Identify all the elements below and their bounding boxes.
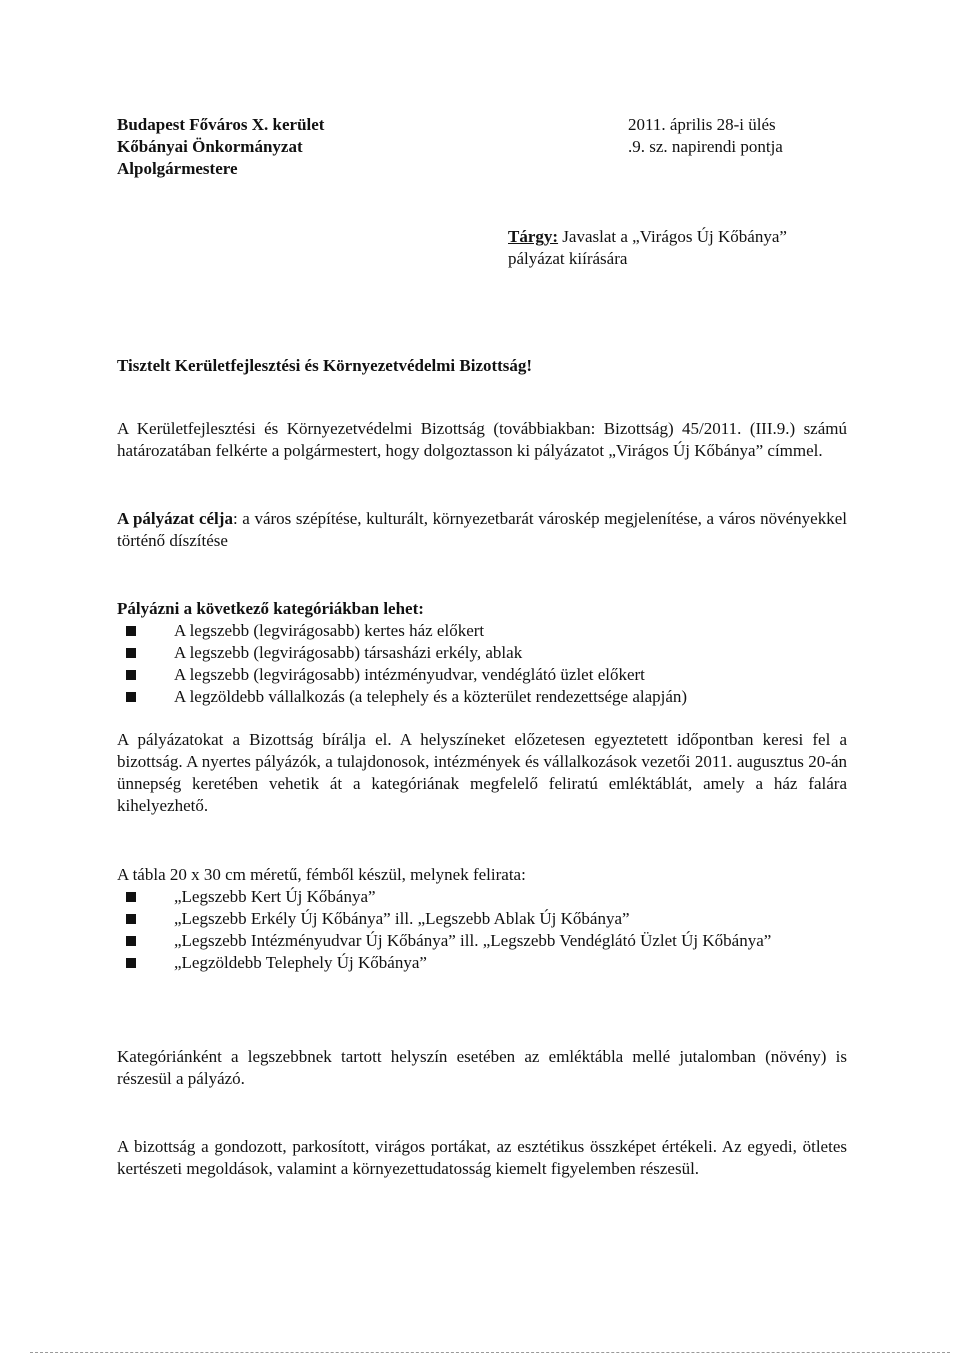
list-item: A legzöldebb vállalkozás (a telephely és a közterület rendezettsége alapján) xyxy=(117,686,847,708)
bullet-square-icon xyxy=(126,936,136,946)
plaque-list xyxy=(117,886,847,974)
meeting-block xyxy=(628,114,928,158)
goal-paragraph xyxy=(117,508,847,552)
criteria-paragraph: A bizottság a gondozott, parkosított, virágos portákat, az esztétikus összképet értékeli. Az egyedi, ötletes kertészeti megoldások, valamint a környezettudatosság kiemelt figyelemben részesül. xyxy=(117,1137,847,1178)
bullet-square-icon xyxy=(126,914,136,924)
issuer-line-2: Kőbányai Önkormányzat xyxy=(117,137,303,156)
intro-paragraph: A Kerületfejlesztési és Környezetvédelmi Bizottság (továbbiakban: Bizottság) 45/2011. (III.9.) számú határozatában felkérte a polgármestert, hogy dolgoztasson ki pályázatot „Virágos Új Kőbánya” címmel. xyxy=(117,419,847,460)
reward-paragraph: Kategóriánként a legszebbnek tartott helyszín esetében az emléktábla mellé jutalomban (növény) is részesül a pályázó. xyxy=(117,1047,847,1088)
issuer-line-1: Budapest Főváros X. kerület xyxy=(117,115,325,134)
bullet-square-icon xyxy=(126,892,136,902)
subject-block xyxy=(508,226,868,270)
issuer-block xyxy=(117,114,417,180)
list-item: „Legszebb Intézményudvar Új Kőbánya” ill. „Legszebb Vendéglátó Üzlet Új Kőbánya” xyxy=(117,930,847,952)
bullet-square-icon xyxy=(126,692,136,702)
bullet-square-icon xyxy=(126,670,136,680)
bullet-square-icon xyxy=(126,958,136,968)
list-item: „Legszebb Erkély Új Kőbánya” ill. „Legszebb Ablak Új Kőbánya” xyxy=(117,908,847,930)
categories-heading: Pályázni a következő kategóriákban lehet: xyxy=(117,599,424,618)
goal-label: A pályázat célja xyxy=(117,509,233,528)
agenda-item: .9. sz. napirendi pontja xyxy=(628,137,783,156)
evaluation-paragraph: A pályázatokat a Bizottság bírálja el. A helyszíneket előzetesen egyeztetett időpontban keresi fel a bizottság. A nyertes pályázók, a tulajdonosok, intézmények és vállalkozások vezetői 2011. augusztus 20-án ünnepség keretében vehetik át a kategóriának megfelelő feliratú emléktáblát, amely a ház falára kihelyezhető. xyxy=(117,730,847,815)
meeting-date: 2011. április 28-i ülés xyxy=(628,115,776,134)
page-bottom-rule xyxy=(30,1352,950,1353)
issuer-line-3: Alpolgármestere xyxy=(117,159,238,178)
bullet-square-icon xyxy=(126,648,136,658)
subject-line-1: Javaslat a „Virágos Új Kőbánya” xyxy=(562,227,787,246)
plaque-intro: A tábla 20 x 30 cm méretű, fémből készül, melynek felirata: xyxy=(117,865,526,884)
plaque-section xyxy=(117,864,847,974)
subject-line-2: pályázat kiírására xyxy=(508,249,628,268)
goal-text: : a város szépítése, kulturált, környezetbarát városkép megjelenítése, a város növényekkel történő díszítése xyxy=(117,509,847,550)
list-item: „Legzöldebb Telephely Új Kőbánya” xyxy=(117,952,847,974)
salutation: Tisztelt Kerületfejlesztési és Környezetvédelmi Bizottság! xyxy=(117,356,533,375)
list-item: A legszebb (legvirágosabb) intézményudvar, vendéglátó üzlet előkert xyxy=(117,664,847,686)
list-item: A legszebb (legvirágosabb) társasházi erkély, ablak xyxy=(117,642,847,664)
bullet-square-icon xyxy=(126,626,136,636)
categories-section xyxy=(117,598,847,708)
categories-list xyxy=(117,620,847,708)
list-item: „Legszebb Kert Új Kőbánya” xyxy=(117,886,847,908)
subject-label: Tárgy: xyxy=(508,227,559,246)
list-item: A legszebb (legvirágosabb) kertes ház előkert xyxy=(117,620,847,642)
